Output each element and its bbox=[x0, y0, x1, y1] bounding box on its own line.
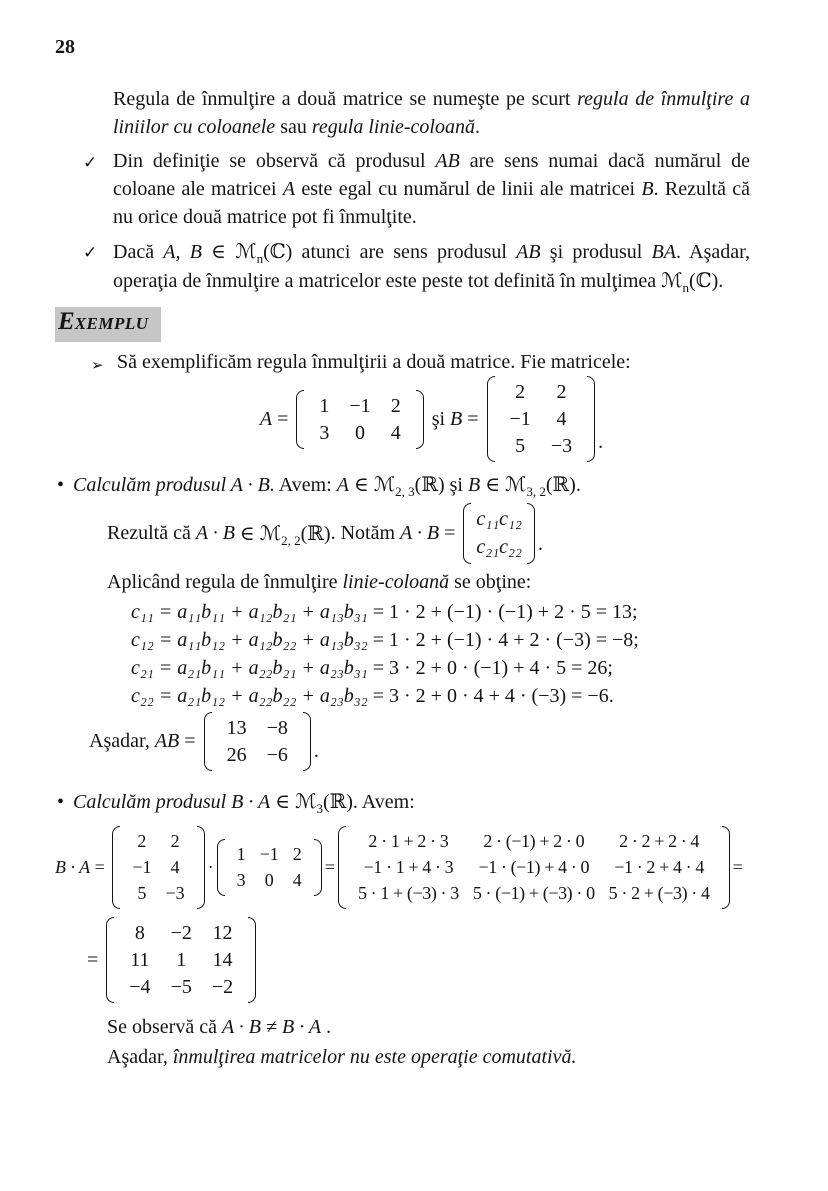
equals-sign: = bbox=[732, 857, 743, 877]
matrix-cell: 1 bbox=[319, 394, 330, 417]
period: . bbox=[313, 740, 319, 762]
matrix-cell: 12 bbox=[212, 922, 233, 944]
equals-sign: = bbox=[272, 407, 294, 430]
matrix-cell: 4 bbox=[170, 857, 180, 877]
bullet-text: şi produsul bbox=[540, 241, 652, 263]
set-subscript: 3 bbox=[316, 801, 323, 816]
equation-lhs: c₁₂ = a₁₁b₁₂ + a₁₂b₂₂ + a₁₃b₃₂ bbox=[131, 629, 368, 651]
right-paren bbox=[722, 826, 730, 909]
set-field: (ℂ) bbox=[263, 241, 293, 263]
bullet-dot-icon: • bbox=[57, 474, 65, 496]
rezulta-line bbox=[107, 503, 808, 564]
right-paren bbox=[248, 917, 256, 1003]
set-field: (ℝ) bbox=[414, 474, 445, 496]
matrix-cell: c₁₁ bbox=[476, 508, 500, 530]
matrix-a bbox=[217, 839, 322, 896]
check-icon: ✓ bbox=[83, 243, 98, 263]
set-notation bbox=[295, 789, 353, 816]
connector-text: şi bbox=[426, 407, 451, 430]
matrix-cell: −1 bbox=[349, 394, 371, 417]
matrix-cell: 2 bbox=[390, 394, 401, 417]
right-paren bbox=[303, 712, 311, 771]
matrix-cell: −1 bbox=[132, 857, 152, 877]
element-of: ∈ bbox=[348, 474, 374, 496]
intro-paragraph bbox=[113, 85, 750, 141]
right-paren bbox=[314, 839, 322, 896]
set-field: (ℂ) bbox=[689, 270, 719, 292]
matrix-cell: 4 bbox=[292, 870, 302, 890]
math-var: A bbox=[282, 178, 296, 200]
matrix-cell: −8 bbox=[266, 717, 288, 739]
set-subscript: 2, 3 bbox=[395, 484, 415, 499]
math-var: B bbox=[450, 407, 463, 430]
matrix-cell: c₁₂ bbox=[499, 508, 522, 530]
intro-italic: regula de înmulţire a liniilor cu coloanele bbox=[113, 88, 750, 138]
left-paren bbox=[204, 712, 212, 771]
italic-lead: Calculăm produsul B · A bbox=[73, 791, 271, 813]
element-of: ∈ bbox=[234, 523, 260, 545]
matrix-cell: −4 bbox=[129, 976, 151, 998]
equation-rhs: = 1 · 2 + (−1) · 4 + 2 · (−3) = −8; bbox=[367, 629, 639, 651]
matrix-cell: 5 · (−1) + (−3) · 0 bbox=[472, 883, 595, 903]
bullet-text: . Aşadar, operaţia de înmulţire a matricelor este peste tot definită în mulţimea bbox=[113, 241, 750, 292]
matrix-cell: 13 bbox=[226, 717, 247, 739]
equals-sign: = bbox=[324, 857, 335, 877]
set-field: (ℝ) bbox=[322, 791, 353, 813]
calc-ab-line bbox=[57, 470, 808, 499]
ba-result-formula bbox=[87, 917, 808, 1003]
text: Rezultă că bbox=[107, 522, 196, 544]
exemplu-heading bbox=[55, 307, 161, 342]
equation-c11 bbox=[131, 598, 808, 626]
set-notation bbox=[505, 472, 576, 499]
matrix-cell: 2 · 2 + 2 · 4 bbox=[619, 831, 700, 851]
section-heading-wrap bbox=[55, 307, 808, 342]
equation-lhs: c₂₂ = a₂₁b₁₂ + a₂₂b₂₂ + a₂₃b₃₂ bbox=[131, 685, 368, 707]
bullet-text: Din definiţie se observă că produsul bbox=[113, 150, 436, 172]
text: Se observă că bbox=[107, 1016, 222, 1038]
text: Aplicând regula de înmulţire bbox=[107, 571, 343, 593]
matrix-a bbox=[296, 390, 423, 449]
bullet-dot-icon: • bbox=[57, 791, 65, 813]
matrix-cell: −5 bbox=[170, 976, 192, 998]
script-m: ℳ bbox=[505, 472, 527, 496]
page-number: 28 bbox=[55, 36, 75, 58]
set-subscript: 2, 2 bbox=[281, 533, 301, 548]
right-paren bbox=[197, 826, 205, 909]
matrix-b-cells bbox=[496, 376, 587, 462]
right-paren bbox=[587, 376, 595, 462]
matrix-cell: 11 bbox=[130, 949, 150, 971]
math-expression: A · B ≠ B · A bbox=[221, 1016, 322, 1038]
matrix-cell: −1 · (−1) + 4 · 0 bbox=[478, 857, 590, 877]
matrix-cell: 5 bbox=[137, 883, 147, 903]
math-var: A · B bbox=[195, 522, 235, 544]
equals-sign: = bbox=[179, 730, 201, 752]
text: Aşadar, bbox=[89, 730, 155, 752]
matrix-cell: 5 bbox=[515, 435, 526, 457]
intro-text: sau bbox=[275, 116, 312, 138]
left-paren bbox=[296, 390, 304, 449]
example-lead bbox=[91, 348, 771, 376]
multiplication-dot: · bbox=[207, 857, 214, 877]
aplicand-line bbox=[107, 568, 808, 596]
matrix-cell: −6 bbox=[266, 744, 288, 766]
matrix-cell: 3 bbox=[319, 421, 330, 444]
set-notation bbox=[260, 521, 331, 546]
check-bullet-2 bbox=[83, 237, 750, 295]
left-paren bbox=[487, 376, 495, 462]
matrix-cell: 14 bbox=[212, 949, 233, 971]
equation-lhs: c₁₁ = a₁₁b₁₁ + a₁₂b₂₁ + a₁₃b₃₁ bbox=[131, 601, 368, 623]
italic-term: linie-coloană bbox=[342, 571, 450, 593]
matrix-cell: 2 bbox=[292, 844, 302, 864]
equals-sign: = bbox=[90, 857, 110, 877]
math-var: A bbox=[259, 407, 273, 430]
matrix-cell: 3 bbox=[236, 870, 246, 890]
italic-lead: Calculăm produsul A · B. bbox=[73, 474, 275, 496]
script-m: ℳ bbox=[661, 268, 683, 292]
equation-c21 bbox=[131, 654, 808, 682]
matrix-cell: c₂₂ bbox=[499, 536, 522, 558]
heading-smallcaps: XEMPLU bbox=[74, 314, 149, 333]
matrix-a-cells bbox=[305, 390, 414, 449]
text: se obţine: bbox=[449, 571, 532, 593]
set-subscript: n bbox=[682, 280, 690, 295]
math-var: B · A bbox=[55, 857, 91, 877]
script-m: ℳ bbox=[259, 521, 282, 545]
math-var: AB bbox=[435, 150, 460, 172]
bullet-text: . Rezultă că nu orice două matrice pot fi înmulţite. bbox=[113, 178, 750, 228]
set-notation bbox=[235, 239, 293, 266]
set-notation bbox=[661, 268, 719, 295]
element-of: ∈ bbox=[480, 474, 505, 496]
matrix-cell: 2 bbox=[515, 381, 526, 403]
intro-text: Regula de înmulţire a două matrice se numeşte pe scurt bbox=[113, 88, 578, 110]
math-var: AB bbox=[154, 730, 180, 752]
matrix-cell: 4 bbox=[390, 421, 401, 444]
matrix-cell: 8 bbox=[134, 922, 145, 944]
matrix-cell: −1 · 2 + 4 · 4 bbox=[614, 857, 704, 877]
asadar-ab-line bbox=[89, 712, 808, 771]
equation-rhs: = 1 · 2 + (−1) · (−1) + 2 · 5 = 13; bbox=[367, 601, 638, 623]
matrix-c bbox=[463, 503, 535, 564]
set-notation bbox=[373, 472, 445, 499]
matrix-cell: 2 · 1 + 2 · 3 bbox=[368, 831, 449, 851]
matrix-b bbox=[112, 826, 204, 909]
matrix-cell: −1 bbox=[259, 844, 279, 864]
script-m: ℳ bbox=[235, 239, 257, 263]
script-m: ℳ bbox=[373, 472, 396, 496]
matrix-cell: 26 bbox=[226, 744, 247, 766]
check-bullet-1 bbox=[83, 147, 750, 231]
matrix-cell: −3 bbox=[550, 435, 573, 457]
text: Aşadar, bbox=[107, 1046, 173, 1068]
matrix-cell: 5 · 1 + (−3) · 3 bbox=[357, 883, 459, 903]
matrix-c-cells bbox=[472, 503, 526, 564]
matrix-cell: −1 bbox=[509, 408, 531, 430]
matrix-cell: 1 bbox=[176, 949, 187, 971]
period: . bbox=[321, 1016, 332, 1038]
equals-sign: = bbox=[439, 522, 461, 544]
intro-italic: regula linie-coloană bbox=[311, 116, 475, 138]
heading-capital: E bbox=[58, 308, 75, 335]
matrix-expression bbox=[338, 826, 730, 909]
set-subscript: 3, 2 bbox=[526, 484, 546, 499]
math-var: A · B bbox=[400, 522, 440, 544]
conclusion-italic: înmulţirea matricelor nu este operaţie comutativă. bbox=[172, 1046, 577, 1068]
left-paren bbox=[463, 503, 471, 564]
equation-rhs: = 3 · 2 + 0 · 4 + 4 · (−3) = −6. bbox=[367, 685, 614, 707]
matrix-ba-result bbox=[106, 917, 256, 1003]
period: . bbox=[598, 431, 604, 453]
matrix-ab-result bbox=[204, 712, 311, 771]
equation-lhs: c₂₁ = a₂₁b₁₁ + a₂₂b₂₁ + a₂₃b₃₁ bbox=[131, 657, 368, 679]
math-var: B bbox=[467, 474, 481, 496]
bullet-text: Dacă bbox=[113, 241, 164, 263]
text: . Avem: bbox=[352, 791, 415, 813]
matrix-cell: 0 bbox=[264, 870, 274, 890]
matrix-cell: −3 bbox=[165, 883, 185, 903]
lead-text: Să exemplificăm regula înmulţirii a două matrice. Fie matricele: bbox=[117, 351, 631, 373]
ba-product-formula bbox=[55, 826, 808, 909]
observation-line bbox=[107, 1013, 808, 1041]
right-paren bbox=[416, 390, 424, 449]
matrix-cell: 2 bbox=[170, 831, 180, 851]
calc-ba-line bbox=[57, 787, 808, 816]
script-m: ℳ bbox=[295, 789, 317, 813]
right-paren bbox=[527, 503, 535, 564]
set-subscript: n bbox=[256, 251, 264, 266]
element-of: ∈ bbox=[201, 241, 236, 263]
matrix-a-cells bbox=[226, 839, 313, 896]
element-of: ∈ bbox=[270, 791, 296, 813]
period: . bbox=[537, 533, 543, 555]
period: . bbox=[575, 474, 581, 496]
equals-sign: = bbox=[87, 948, 104, 971]
matrix-cell: 0 bbox=[355, 421, 366, 444]
matrix-cell: 2 bbox=[556, 381, 567, 403]
matrix-cell: 5 · 2 + (−3) · 4 bbox=[608, 883, 710, 903]
math-var: AB bbox=[516, 241, 541, 263]
matrix-ab-cells bbox=[213, 712, 302, 771]
matrix-b bbox=[487, 376, 596, 462]
matrix-cell: 2 · (−1) + 2 · 0 bbox=[483, 831, 585, 851]
matrix-expression-cells bbox=[347, 826, 721, 909]
equation-block bbox=[131, 598, 808, 710]
math-var: A, B bbox=[163, 241, 202, 263]
matrix-ba-cells bbox=[115, 917, 247, 1003]
matrix-definition-formula bbox=[55, 376, 808, 462]
matrix-cell: 1 bbox=[236, 844, 246, 864]
equation-c22 bbox=[131, 682, 808, 710]
text: Avem: bbox=[274, 474, 337, 496]
equation-rhs: = 3 · 2 + 0 · (−1) + 4 · 5 = 26; bbox=[367, 657, 613, 679]
left-paren bbox=[217, 839, 225, 896]
left-paren bbox=[106, 917, 114, 1003]
set-field: (ℝ) bbox=[300, 523, 331, 545]
left-paren bbox=[112, 826, 120, 909]
matrix-cell: −2 bbox=[211, 976, 234, 998]
math-var: B bbox=[641, 178, 654, 200]
equals-sign: = bbox=[462, 407, 484, 430]
bullet-text: atunci are sens produsul bbox=[292, 241, 517, 263]
matrix-cell: 2 bbox=[137, 831, 147, 851]
bullet-text: este egal cu numărul de linii ale matricei bbox=[295, 178, 642, 200]
bullet-text: . bbox=[718, 270, 724, 292]
bullet-text: are sens numai dacă numărul de coloane ale matricei bbox=[113, 150, 750, 200]
check-icon: ✓ bbox=[83, 153, 98, 173]
set-field: (ℝ) bbox=[545, 474, 576, 496]
equation-c12 bbox=[131, 626, 808, 654]
matrix-cell: −2 bbox=[170, 922, 192, 944]
matrix-cell: −1 · 1 + 4 · 3 bbox=[363, 857, 454, 877]
text: . Notăm bbox=[330, 522, 401, 544]
left-paren bbox=[338, 826, 346, 909]
math-var: BA bbox=[651, 241, 677, 263]
math-var: A bbox=[336, 474, 349, 496]
arrow-bullet-icon: ➢ bbox=[91, 356, 104, 374]
conclusion-line bbox=[107, 1043, 808, 1071]
text: şi bbox=[444, 474, 468, 496]
intro-text: . bbox=[474, 116, 480, 138]
matrix-cell: c₂₁ bbox=[476, 536, 500, 558]
matrix-cell: 4 bbox=[556, 408, 567, 430]
matrix-b-cells bbox=[121, 826, 195, 909]
